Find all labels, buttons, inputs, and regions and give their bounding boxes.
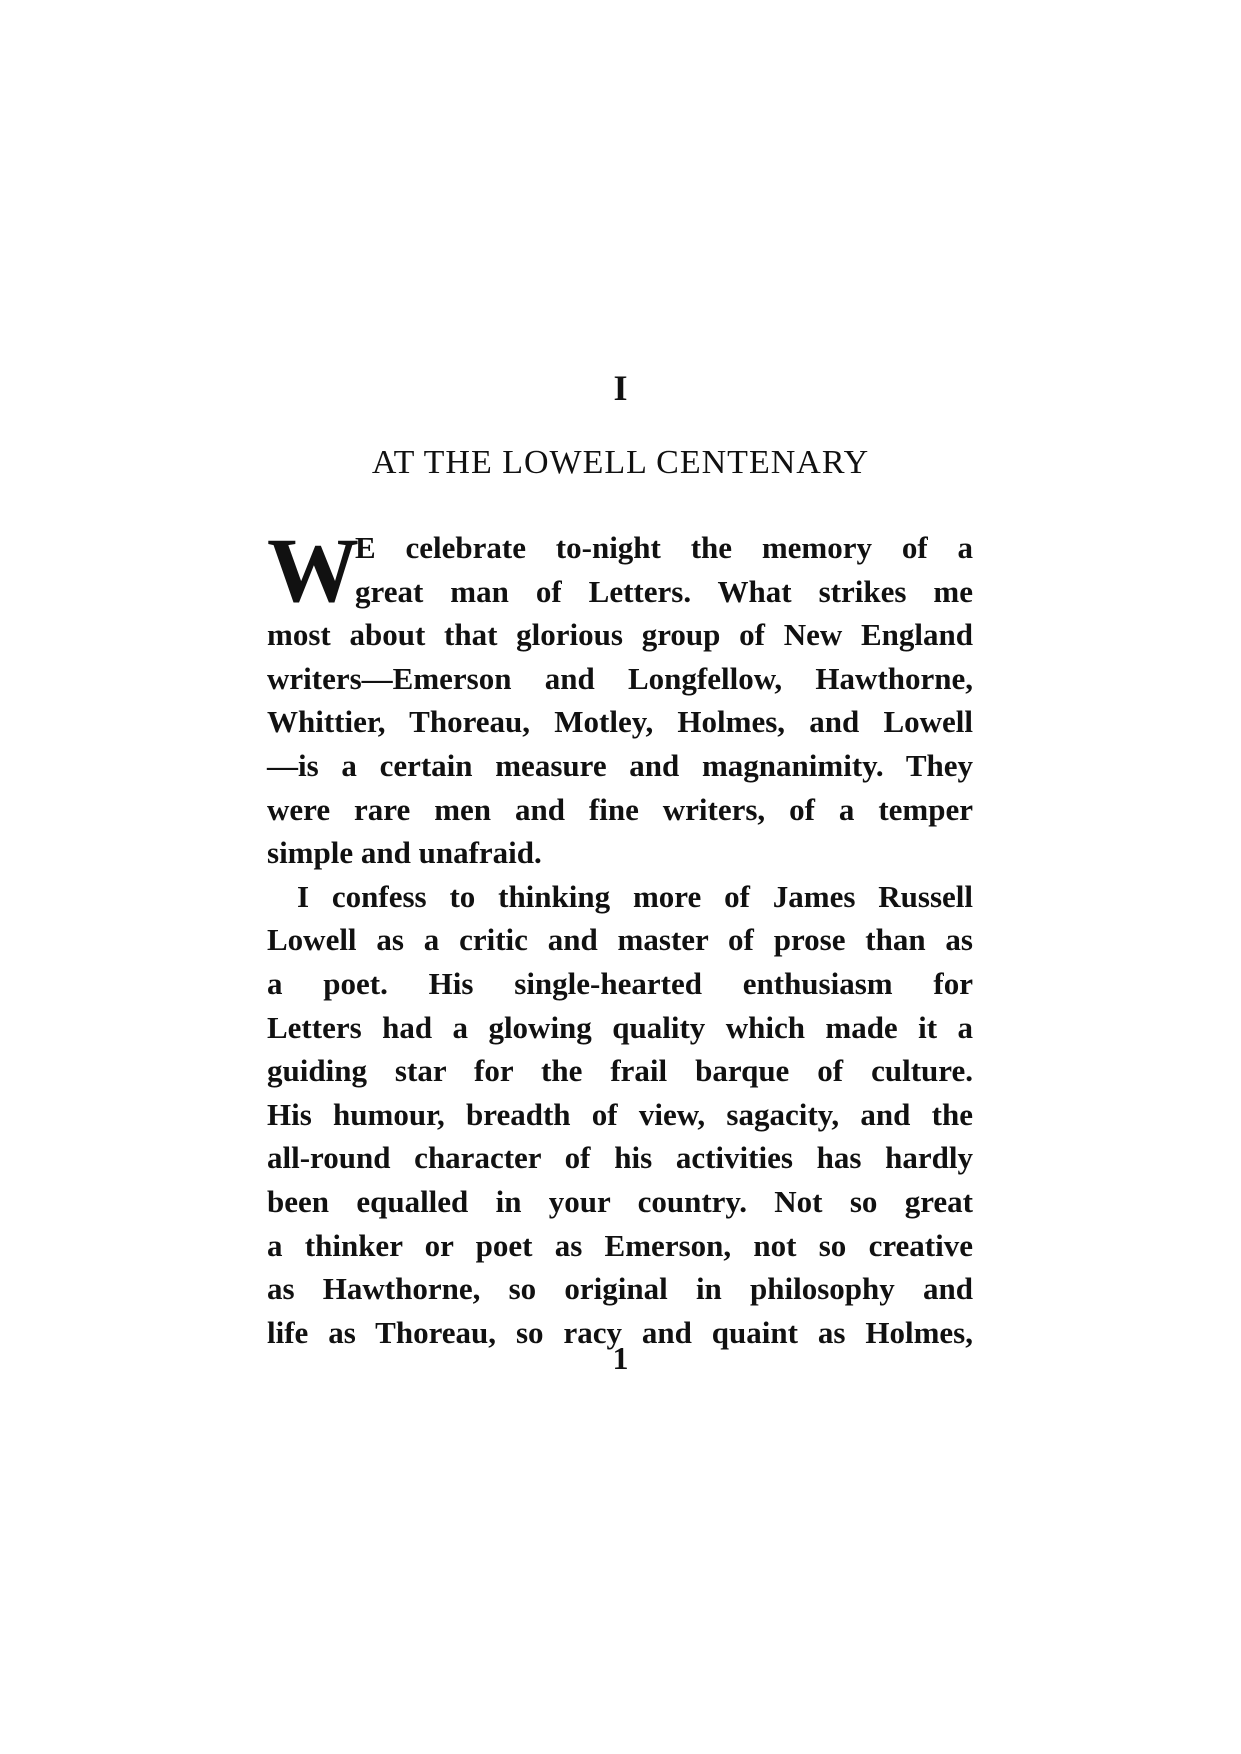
text-line: Lowell as a critic and master of prose than as: [267, 922, 973, 958]
text-line: as Hawthorne, so original in philosophy and: [267, 1271, 973, 1307]
text-line: writers—Emerson and Longfellow, Hawthorne,: [267, 660, 973, 696]
text-line: a poet. His single-hearted enthusiasm for: [267, 965, 973, 1001]
text-line: a thinker or poet as Emerson, not so creative: [267, 1227, 973, 1263]
page-number: 1: [612, 1340, 629, 1376]
text-line: His humour, breadth of view, sagacity, and the: [267, 1096, 973, 1132]
text-line: —is a certain measure and magnanimity. They: [267, 747, 973, 783]
text-line: most about that glorious group of New England: [267, 617, 973, 653]
text-line: E celebrate to-night the memory of a: [355, 530, 973, 565]
text-line: guiding star for the frail barque of culture.: [267, 1053, 973, 1089]
drop-cap: W: [267, 519, 359, 621]
text-line: great man of Letters. What strikes me: [355, 573, 973, 609]
chapter-number: I: [613, 368, 628, 408]
text-line: Whittier, Thoreau, Motley, Holmes, and Lowell: [267, 704, 973, 740]
text-line: simple and unafraid.: [267, 835, 542, 871]
text-line: were rare men and fine writers, of a temper: [267, 791, 973, 827]
text-line: all-round character of his activities has hardly: [267, 1140, 973, 1176]
text-line: Letters had a glowing quality which made it a: [267, 1009, 973, 1045]
chapter-title: AT THE LOWELL CENTENARY: [371, 444, 870, 481]
text-line: life as Thoreau, so racy and quaint as Holmes,: [267, 1314, 973, 1350]
text-line: been equalled in your country. Not so great: [267, 1183, 973, 1219]
text-line: I confess to thinking more of James Russell: [297, 878, 973, 914]
body-text: [267, 519, 973, 1354]
